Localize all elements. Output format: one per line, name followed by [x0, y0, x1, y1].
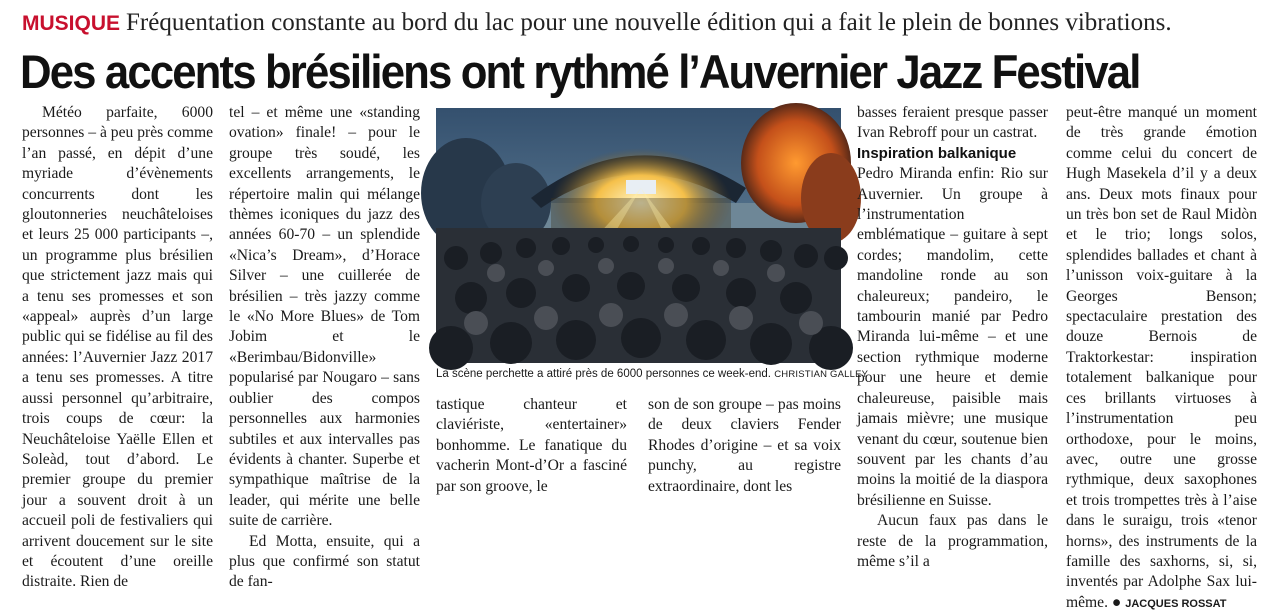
- paragraph: tastique chanteur et claviériste, «entertainer» bonhomme. Le fanatique du vacherin Mont-d’Or a fasciné par son groove, le: [436, 396, 627, 495]
- byline-icon: ●: [1111, 593, 1122, 611]
- concert-photo: [436, 108, 841, 363]
- photo-caption: [436, 366, 869, 383]
- article-column-6: [1066, 103, 1257, 611]
- paragraph: Pedro Miranda enfin: Rio sur Auvernier. Un groupe à l’instrumentation emblématique – guitare à sept cordes; mandolim, cette mandoline ronde au son chaleureux; pandeiro, le tambourin manié par Pedro Miranda lui-même – et une section rythmique moderne pour une heure et demie chaleureuse, paisible mais jamais mièvre; une musique venant du cœur, soutenue bien souvent par les chants d’au moins la moitié de la diaspora brésilienne en Suisse.: [857, 165, 1048, 509]
- caption-text: La scène perchette a attiré près de 6000 personnes ce week-end.: [436, 368, 771, 380]
- kicker-text: Fréquentation constante au bord du lac pour une nouvelle édition qui a fait le plein de bonnes vibrations.: [126, 9, 1172, 36]
- paragraph: Météo parfaite, 6000 personnes – à peu près comme l’an passé, en dépit d’une myriade d’évènements concurrents dont les gloutonneries neuchâteloises et leurs 25 000 participants –, un programme plus brésilien que strictement jazz mais qui a tenu ses promesses et son «appeal» auprès d’un large public qui se fidélise au fil des années: l’Auvernier Jazz 2017 a tenu ses promesses. A titre aussi personnel qu’arbitraire, trois coups de cœur: la Neuchâteloise Yaëlle Ellen et Soleàd, tout d’abord. Le premier groupe du premier jour a souvent droit à un accueil poli de festivaliers qui arrivent doucement sur le site et écoutent d’une oreille distraite. Rien de: [22, 104, 213, 591]
- subheading: Inspiration balkanique: [857, 144, 1017, 162]
- paragraph: son de son groupe – pas moins de deux claviers Fender Rhodes d’origine – et sa voix punchy, au registre extraordinaire, dont les: [648, 396, 841, 495]
- section-tag: MUSIQUE: [22, 12, 121, 35]
- article-column-4: [648, 395, 841, 495]
- byline: JACQUES ROSSAT: [1125, 597, 1227, 610]
- headline: Des accents brésiliens ont rythmé l’Auvernier Jazz Festival: [20, 45, 1140, 98]
- article-column-2: [229, 103, 420, 591]
- paragraph: Ed Motta, ensuite, qui a plus que confirmé son statut de fan-: [229, 532, 420, 591]
- article-column-3: [436, 395, 627, 495]
- paragraph: Aucun faux pas dans le reste de la programmation, même s’il a: [857, 512, 1048, 570]
- article-column-5: [857, 103, 1048, 570]
- paragraph: tel – et même une «standing ovation» finale! – pour le groupe très soudé, les excellents arrangements, le répertoire malin qui mélange thèmes iconiques du jazz des années 60-70 – un splendide «Nica’s Dream», d’Horace Silver – une cuillerée de brésilien – très jazzy comme le «No More Blues» de Tom Jobim et le «Berimbau/Bidonville» popularisé par Nougaro – sans oublier des compos personnelles aux harmonies subtiles et aux intervalles pas évidents à chanter. Superbe et sympathique maîtrise de la leader, qui mérite une belle suite de carrière.: [229, 104, 420, 530]
- paragraph: basses feraient presque passer Ivan Rebroff pour un castrat.: [857, 104, 1048, 142]
- article-column-1: [22, 103, 213, 591]
- photo-credit: CHRISTIAN GALLEY: [774, 369, 869, 380]
- kicker-line: [22, 6, 1262, 40]
- paragraph: [1066, 103, 1257, 614]
- paragraph-text: peut-être manqué un moment de très grande émotion comme celui du concert de Hugh Masekela d’il y a deux ans. Deux mots finaux pour un très bon set de Raul Midòn et le trio; longs solos, splendides ballades et chant à l’unisson voix-guitare à la Georges Benson; spectaculaire prestation des douze Bernois de Traktorkestar: inspiration totalement balkanique pour ces brillants virtuoses à l’instrumentation peu orthodoxe, pour le moins, avec, outre une grosse rythmique, deux saxophones et trois trompettes très à l’aise dans le suraigu, trois «tenor horns», des instruments de la famille des saxhorns, si, si, inventés par Adolphe Sax lui-même.: [1066, 104, 1257, 611]
